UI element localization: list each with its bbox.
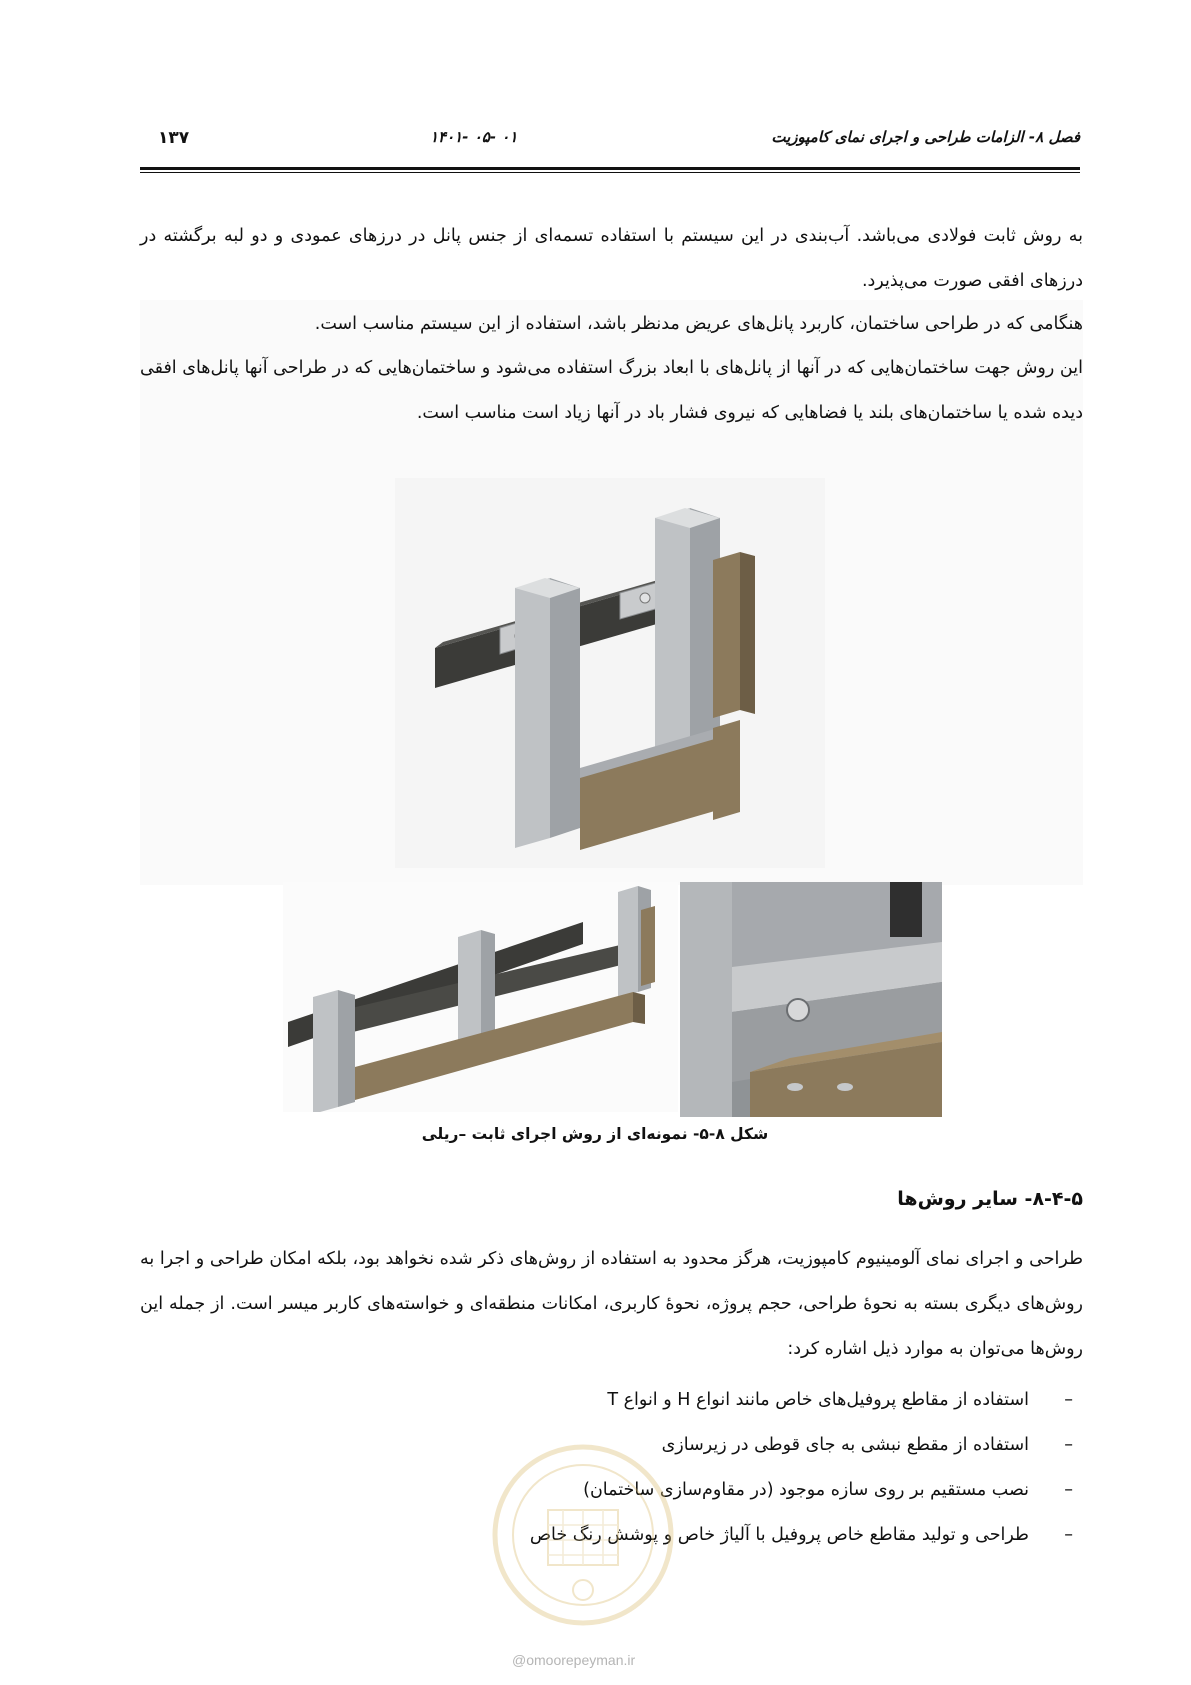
list-item: – استفاده از مقاطع پروفیل‌های خاص مانند انواع H و انواع T	[530, 1378, 1073, 1423]
rail-system-wide-illustration	[283, 882, 678, 1112]
list-item: – طراحی و تولید مقاطع خاص پروفیل با آلیاژ خاص و پوشش رنگ خاص	[530, 1513, 1073, 1558]
paragraph-1: به روش ثابت فولادی می‌باشد. آب‌بندی در این سیستم با استفاده تسمه‌ای از جنس پانل در درزهای عمودی و دو لبه برگشته در درزهای افقی صورت می‌پذیرد.	[140, 226, 1083, 291]
header-rule-thick	[140, 167, 1080, 170]
section-heading: ۸-۴-۵- سایر روش‌ها	[897, 1188, 1083, 1210]
figure-caption: شکل ۸-۵- نمونه‌ای از روش اجرای ثابت –ریلی	[421, 1125, 769, 1143]
page-number: ۱۳۷	[158, 128, 190, 148]
section-body: طراحی و اجرای نمای آلومینیوم کامپوزیت، هرگز محدود به استفاده از روش‌های ذکر شده نخواهد بود، بلکه امکان طراحی و اجرا به روش‌های دیگری بسته به نحوۀ طراحی، حجم پروژه، نحوۀ کاربری، امکانات منطقه‌ای و خواسته‌های کاربر میسر است. از جمله این روش‌ها می‌توان به موارد ذیل اشاره کرد:	[140, 1249, 1083, 1359]
list-item: – استفاده از مقطع نبشی به جای قوطی در زیرسازی	[530, 1423, 1073, 1468]
document-code: ۰۱ -۰۵ -۱۴۰۱	[430, 128, 518, 146]
header-rule-thin	[140, 172, 1080, 173]
chapter-title: فصل ۸- الزامات طراحی و اجرای نمای کامپوزیت	[771, 128, 1080, 146]
rail-detail-closeup	[680, 882, 942, 1117]
watermark-text: @omoorepeyman.ir	[512, 1652, 636, 1668]
list-item: – نصب مستقیم بر روی سازه موجود (در مقاوم‌سازی ساختمان)	[530, 1468, 1073, 1513]
seal-stamp-icon	[488, 1440, 678, 1630]
paragraph-3: این روش جهت ساختمان‌هایی که در آنها از پانل‌های با ابعاد بزرگ استفاده می‌شود و ساختمان‌هایی که در طراحی آنها پانل‌های افقی دیده شده یا ساختمان‌های بلند یا فضاهایی که نیروی فشار باد در آنها زیاد است مناسب است.	[140, 358, 1083, 423]
paragraph-2: هنگامی که در طراحی ساختمان، کاربرد پانل‌های عریض مدنظر باشد، استفاده از این سیستم مناسب است.	[314, 314, 1083, 334]
page-header	[140, 128, 1080, 162]
rail-system-illustration	[395, 478, 825, 868]
